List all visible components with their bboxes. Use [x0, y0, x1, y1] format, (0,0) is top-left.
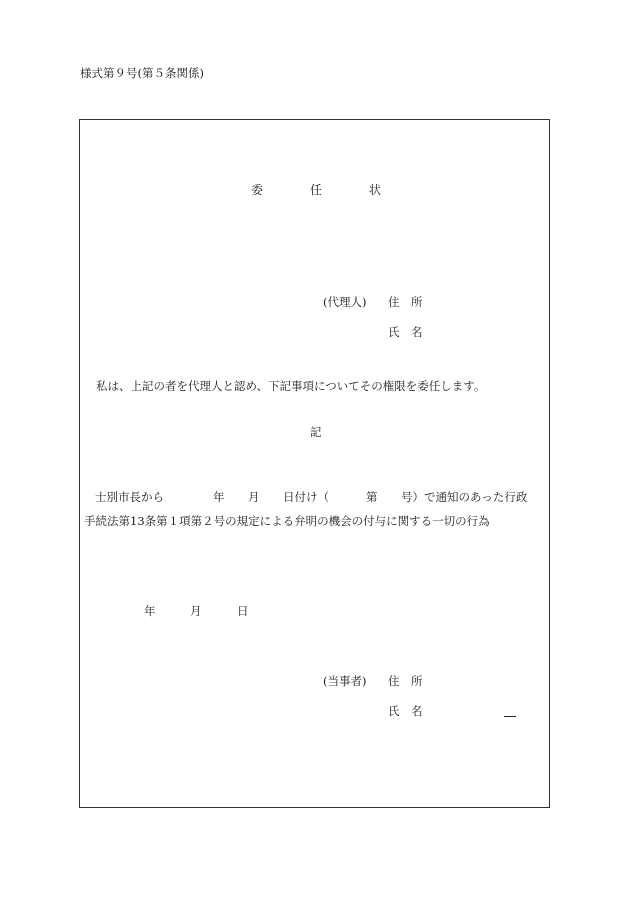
title-char-1: 委 [251, 183, 264, 197]
principal-role-label: (当事者) [323, 674, 367, 688]
matter-line2: 手続法第13条第１項第２号の規定による弁明の機会の付与に関する一切の行為 [84, 514, 490, 528]
agent-name-label: 氏 名 [388, 325, 423, 339]
date-year: 年 [144, 604, 156, 618]
agent-address-label: 住 所 [388, 295, 423, 309]
title-char-3: 状 [369, 183, 382, 197]
matter-dai: 第 [366, 490, 378, 504]
delegation-statement: 私は、上記の者を代理人と認め、下記事項についてその権限を委任します。 [96, 379, 486, 393]
agent-role-label: (代理人) [323, 295, 367, 309]
matter-month: 月 [248, 490, 260, 504]
principal-address-label: 住 所 [388, 674, 423, 688]
signature-line [504, 716, 516, 717]
matter-year: 年 [213, 490, 225, 504]
matter-go: 号）で通知のあった行政 [401, 490, 528, 504]
principal-name-label: 氏 名 [388, 704, 423, 718]
title-char-2: 任 [310, 183, 323, 197]
ki-heading: 記 [310, 425, 322, 439]
date-month: 月 [190, 604, 202, 618]
matter-dated: 日付け（ [283, 490, 329, 504]
document-frame [79, 119, 550, 808]
matter-line1-prefix: 士別市長から [95, 490, 164, 504]
date-day: 日 [237, 604, 249, 618]
form-number: 様式第９号(第５条関係) [80, 66, 204, 80]
